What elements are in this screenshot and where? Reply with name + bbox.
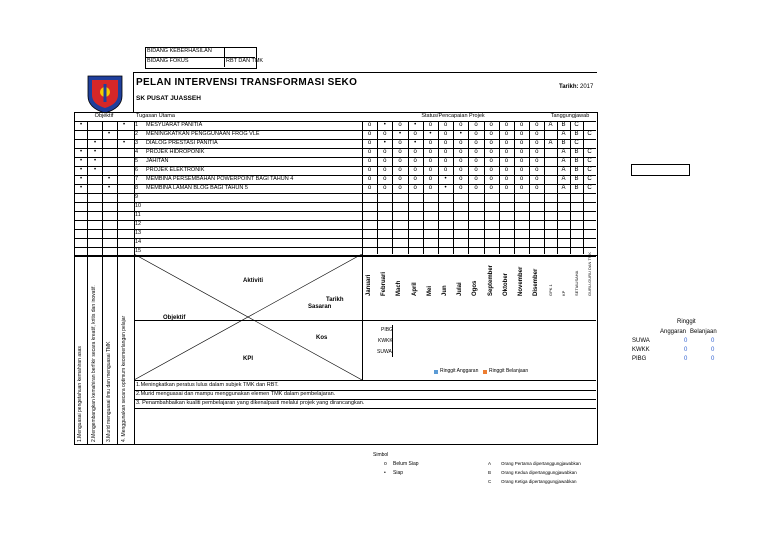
status-marker: • xyxy=(414,140,417,146)
status-marker: o xyxy=(367,185,372,191)
role-code-a: A xyxy=(488,461,492,466)
status-marker: o xyxy=(489,167,493,173)
responsibility-code: B xyxy=(574,185,579,191)
status-marker: o xyxy=(459,185,463,191)
status-marker: o xyxy=(398,167,402,173)
objective-text-1: 1.Meningkatkan peratus lulus dalam subjek TMK dan RBT. xyxy=(136,382,279,388)
task-name: PROJEK HIDROPONIK xyxy=(146,149,205,155)
responsibility-code: A xyxy=(561,176,566,182)
legend-swatch-belanjaan xyxy=(483,370,487,374)
month-label: April xyxy=(411,282,418,296)
responsibility-code: A xyxy=(561,167,566,173)
task-number: 3 xyxy=(135,140,139,146)
status-marker: o xyxy=(383,167,387,173)
grid-hline xyxy=(74,202,596,203)
status-marker: o xyxy=(474,176,478,182)
status-marker: o xyxy=(474,158,478,164)
status-marker: o xyxy=(459,176,463,182)
role-desc-b: Orang Kedua dipertanggungjawabkan xyxy=(501,470,577,475)
objective-marker: • xyxy=(79,122,83,128)
symbol-glyph-belum: o xyxy=(384,461,387,467)
responsibility-code: C xyxy=(574,140,579,146)
task-name: JAHITAN xyxy=(146,158,169,164)
status-marker: o xyxy=(428,140,433,146)
responsibility-code: C xyxy=(587,185,592,191)
ringgit-label: SUWA xyxy=(632,338,650,344)
status-marker: o xyxy=(504,185,509,191)
task-number: 10 xyxy=(135,203,142,209)
status-marker: o xyxy=(504,158,509,164)
month-label: Ogos xyxy=(472,280,479,296)
symbol-label-belum: Belum Siap xyxy=(393,461,419,467)
responsibility-code: B xyxy=(574,176,579,182)
status-marker: • xyxy=(383,140,386,146)
objective-marker: • xyxy=(107,131,111,137)
status-marker: o xyxy=(443,149,448,155)
status-marker: o xyxy=(398,185,402,191)
objective-marker: • xyxy=(79,167,83,173)
status-marker: o xyxy=(535,176,539,182)
status-marker: o xyxy=(383,149,387,155)
status-marker: o xyxy=(519,185,524,191)
diagram-kpi: KPI xyxy=(243,356,254,362)
status-marker: o xyxy=(519,122,524,128)
status-marker: o xyxy=(489,158,493,164)
task-number: 2 xyxy=(135,131,139,137)
grid-hline xyxy=(74,229,596,230)
responsibility-code: A xyxy=(548,140,553,146)
responsibility-code: C xyxy=(587,149,592,155)
task-name: PROJEK ELEKTRONIK xyxy=(146,167,205,173)
field-value-fokus: RBT DAN TMK xyxy=(226,58,264,64)
status-marker: o xyxy=(459,140,463,146)
task-number: 14 xyxy=(135,239,142,245)
status-marker: o xyxy=(413,176,417,182)
status-marker: o xyxy=(428,149,433,155)
status-marker: o xyxy=(489,149,493,155)
col-header-tugasan: Tugasan Utama xyxy=(136,113,175,119)
month-label: Januari xyxy=(366,274,372,296)
col-header-tanggung: Tanggungjawab xyxy=(550,113,590,119)
status-marker: o xyxy=(504,140,509,146)
status-marker: o xyxy=(535,158,539,164)
status-marker: o xyxy=(367,140,372,146)
status-marker: o xyxy=(535,140,539,146)
status-marker: o xyxy=(398,122,402,128)
status-marker: o xyxy=(504,167,509,173)
symbol-glyph-siap: • xyxy=(384,470,386,476)
school-name: SK PUSAT JUASSEH xyxy=(136,95,201,102)
field-label-fokus: BIDANG FOKUS xyxy=(147,58,189,64)
task-number: 15 xyxy=(135,248,142,254)
role-desc-c: Orang Ketiga dipertanggungjawabkan xyxy=(501,479,577,484)
task-number: 4 xyxy=(135,149,139,155)
ringgit-anggaran: 0 xyxy=(684,356,688,362)
legend-belanjaan: Ringgit Belanjaan xyxy=(489,368,529,374)
status-marker: o xyxy=(474,122,478,128)
side-box xyxy=(631,164,690,176)
status-marker: o xyxy=(519,131,524,137)
ringgit-belanjaan: 0 xyxy=(711,347,715,353)
status-marker: o xyxy=(504,176,509,182)
objective-vertical-4: 4. Menggunakan secara optimum kecemerlangan pelajar xyxy=(121,315,127,442)
status-marker: o xyxy=(367,122,372,128)
role-code-b: B xyxy=(488,470,492,475)
status-marker: o xyxy=(443,131,448,137)
status-marker: o xyxy=(398,176,402,182)
status-marker: o xyxy=(489,131,493,137)
status-marker: o xyxy=(474,167,478,173)
status-marker: o xyxy=(474,185,478,191)
task-name: DIALOG PRESTASI PANITIA xyxy=(146,140,218,146)
status-marker: • xyxy=(444,176,447,182)
objective-vertical-1: 1.Menguasai pengetahuan kemahiran asas xyxy=(77,346,83,442)
status-marker: o xyxy=(459,167,463,173)
month-label: Mach xyxy=(396,280,403,296)
diagram-objektif: Objektif xyxy=(163,315,186,321)
status-marker: o xyxy=(413,131,417,137)
budget-label-pibg: PIBG xyxy=(381,327,393,333)
status-marker: • xyxy=(383,122,386,128)
status-marker: o xyxy=(367,176,372,182)
responsibility-code: A xyxy=(548,122,553,128)
status-marker: o xyxy=(443,167,448,173)
task-number: 9 xyxy=(135,194,139,200)
status-marker: o xyxy=(443,140,448,146)
objective-marker: • xyxy=(93,167,97,173)
responsibility-code: C xyxy=(587,176,592,182)
status-marker: o xyxy=(535,185,539,191)
status-marker: o xyxy=(367,149,372,155)
responsibility-header: GURU-GURU DAN TMK xyxy=(587,252,592,296)
status-marker: • xyxy=(459,131,462,137)
responsibility-code: A xyxy=(561,185,566,191)
status-marker: o xyxy=(519,167,524,173)
grid-hline xyxy=(74,238,596,239)
task-number: 8 xyxy=(135,185,139,191)
role-desc-a: Orang Pertama dipertanggungjawabkan xyxy=(501,461,581,466)
status-marker: o xyxy=(474,131,478,137)
objective-marker: • xyxy=(79,185,83,191)
budget-label-kwkk: KWKK xyxy=(378,338,393,344)
status-marker: o xyxy=(519,140,524,146)
task-number: 6 xyxy=(135,167,139,173)
status-marker: o xyxy=(398,149,402,155)
ringgit-header-belanjaan: Belanjaan xyxy=(690,329,717,335)
objective-marker: • xyxy=(79,158,83,164)
month-label: November xyxy=(518,266,524,296)
month-label: Oktober xyxy=(502,272,509,296)
status-marker: o xyxy=(413,149,417,155)
task-number: 12 xyxy=(135,221,142,227)
status-marker: o xyxy=(428,122,433,128)
status-marker: o xyxy=(413,185,417,191)
status-marker: o xyxy=(504,131,509,137)
objective-vertical-2: 2.Mengembangkan kemahiran berfikir secara kreatif, kritis dan inovatif. xyxy=(91,285,97,442)
grid-hline xyxy=(74,220,596,221)
objective-marker: • xyxy=(79,149,83,155)
status-marker: o xyxy=(519,149,524,155)
status-marker: o xyxy=(443,158,448,164)
status-marker: o xyxy=(398,158,402,164)
month-label: Jun xyxy=(442,285,448,296)
status-marker: o xyxy=(535,149,539,155)
objective-marker: • xyxy=(93,158,97,164)
diagram-aktiviti: Aktiviti xyxy=(243,278,264,284)
month-label: Disember xyxy=(533,268,540,296)
status-marker: o xyxy=(459,158,463,164)
status-marker: o xyxy=(367,158,372,164)
status-marker: o xyxy=(413,158,417,164)
task-number: 7 xyxy=(135,176,139,182)
responsibility-code: A xyxy=(561,158,566,164)
status-marker: o xyxy=(474,140,478,146)
objective-text-3: 3. Penambahbaikan kualiti pembelajaran yang dikenalpasti melalui projek yang dirancangkan. xyxy=(136,400,365,406)
responsibility-code: C xyxy=(587,131,592,137)
responsibility-code: C xyxy=(587,158,592,164)
role-code-c: C xyxy=(488,479,492,484)
objective-marker: • xyxy=(122,122,126,128)
status-marker: • xyxy=(414,122,417,128)
responsibility-code: A xyxy=(561,131,566,137)
responsibility-code: C xyxy=(587,167,592,173)
month-label: Februari xyxy=(381,271,388,296)
status-marker: o xyxy=(519,158,524,164)
month-label: Julai xyxy=(457,282,464,296)
ringgit-belanjaan: 0 xyxy=(711,356,715,362)
ringgit-header-anggaran: Anggaran xyxy=(660,329,687,335)
objective-marker: • xyxy=(93,140,97,146)
status-marker: o xyxy=(367,131,372,137)
task-name: MEMBINA PERSEMBAHAN POWERPOINT BAGI TAHUN 4 xyxy=(146,176,294,182)
status-marker: o xyxy=(489,140,493,146)
objective-marker: • xyxy=(93,149,97,155)
status-marker: o xyxy=(367,167,372,173)
status-marker: o xyxy=(383,185,387,191)
status-marker: o xyxy=(459,149,463,155)
status-marker: o xyxy=(428,158,433,164)
task-number: 1 xyxy=(135,122,139,128)
grid-hline xyxy=(74,211,596,212)
grid-hline xyxy=(74,193,596,194)
responsibility-header: GPK 1 xyxy=(548,284,553,296)
objective-text-2: 2.Murid menguasai dan mampu menggunakan elemen TMK dalam pembelajaran. xyxy=(136,391,336,397)
status-marker: o xyxy=(428,176,433,182)
ringgit-title: Ringgit xyxy=(677,319,696,325)
month-label: Mei xyxy=(426,285,433,296)
status-marker: o xyxy=(489,176,493,182)
budget-label-suwa: SUWA xyxy=(377,349,392,355)
page-title: PELAN INTERVENSI TRANSFORMASI SEKO xyxy=(136,77,358,88)
responsibility-code: B xyxy=(574,158,579,164)
status-marker: o xyxy=(413,167,417,173)
status-marker: o xyxy=(383,158,387,164)
responsibility-code: C xyxy=(574,122,579,128)
status-marker: o xyxy=(398,140,402,146)
diagram-tarikh: Tarikh xyxy=(326,297,344,303)
objective-marker: • xyxy=(122,140,126,146)
status-marker: • xyxy=(444,185,447,191)
diagram-sasaran: Sasaran xyxy=(308,304,332,310)
tarikh-value: 2017 xyxy=(580,84,594,90)
status-marker: o xyxy=(519,176,524,182)
legend-swatch-anggaran xyxy=(434,370,438,374)
status-marker: o xyxy=(535,131,539,137)
status-marker: o xyxy=(504,122,509,128)
grid-hline xyxy=(74,247,596,248)
diagram-kos: Kos xyxy=(316,335,328,341)
responsibility-header: KP xyxy=(561,290,566,296)
symbol-title: Simbol xyxy=(373,452,389,458)
responsibility-code: B xyxy=(574,131,579,137)
responsibility-code: B xyxy=(561,140,566,146)
responsibility-code: B xyxy=(561,122,566,128)
objective-marker: • xyxy=(107,176,111,182)
month-label: September xyxy=(487,264,494,296)
status-marker: o xyxy=(443,122,448,128)
status-marker: o xyxy=(428,185,433,191)
task-number: 5 xyxy=(135,158,139,164)
responsibility-code: A xyxy=(561,149,566,155)
status-marker: • xyxy=(429,131,432,137)
ringgit-belanjaan: 0 xyxy=(711,338,715,344)
status-marker: o xyxy=(383,131,387,137)
ringgit-anggaran: 0 xyxy=(684,347,688,353)
task-name: MEMBINA LAMAN BLOG BAGI TAHUN 5 xyxy=(146,185,248,191)
task-number: 13 xyxy=(135,230,142,236)
status-marker: • xyxy=(398,131,402,137)
objective-marker: • xyxy=(79,176,83,182)
task-name: MENINGKATKAN PENGGUNAAN FROG VLE xyxy=(146,131,260,137)
task-number: 11 xyxy=(135,212,141,218)
status-marker: o xyxy=(535,122,539,128)
col-header-status: Status/Pencapaian Projek xyxy=(421,113,485,119)
status-marker: o xyxy=(489,122,493,128)
ringgit-label: PIBG xyxy=(632,356,647,362)
school-logo xyxy=(82,74,128,114)
status-marker: o xyxy=(489,185,493,191)
status-marker: o xyxy=(459,122,463,128)
col-header-objektif: Objektif xyxy=(94,113,114,119)
status-marker: o xyxy=(383,176,387,182)
ringgit-label: KWKK xyxy=(632,347,650,353)
objective-vertical-3: 3.Murid menguasai ilmu dan menguasai TMK xyxy=(106,341,112,442)
responsibility-header: SETIAUSAHA xyxy=(574,270,579,296)
task-name: MESYUARAT PANITIA xyxy=(146,122,203,128)
status-marker: o xyxy=(535,167,539,173)
legend-anggaran: Ringgit Anggaran xyxy=(440,368,479,374)
status-marker: o xyxy=(504,149,509,155)
status-marker: o xyxy=(474,149,478,155)
responsibility-code: B xyxy=(574,149,579,155)
symbol-label-siap: Siap xyxy=(393,470,404,476)
responsibility-code: B xyxy=(574,167,579,173)
ringgit-anggaran: 0 xyxy=(684,338,688,344)
status-marker: o xyxy=(428,167,433,173)
field-label-keberhasilan: BIDANG KEBERHASILAN xyxy=(147,48,212,54)
objective-marker: • xyxy=(107,185,111,191)
tarikh-label: Tarikh: xyxy=(559,84,579,90)
